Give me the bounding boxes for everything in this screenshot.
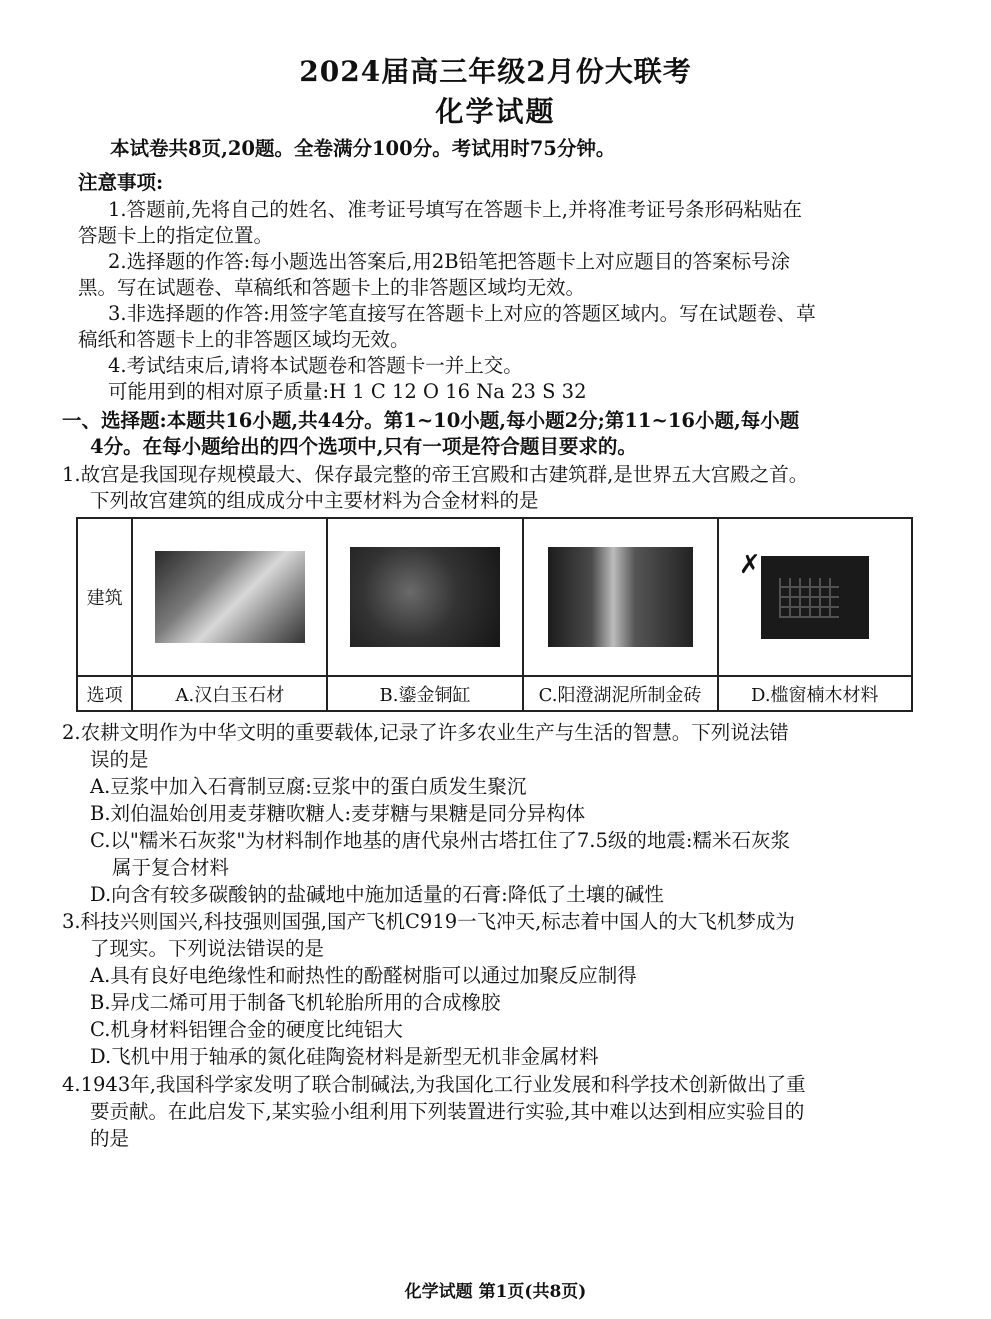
question-2-option: C.以"糯米石灰浆"为材料制作地基的唐代泉州古塔扛住了7.5级的地震:糯米石灰浆 [90, 829, 790, 852]
subject-title: 化学试题 [435, 95, 556, 128]
question-2-stem-cont: 误的是 [90, 748, 149, 771]
question-4-stem-cont: 的是 [90, 1127, 130, 1150]
option-b: B.鎏金铜缸 [327, 676, 522, 711]
notice-heading: 注意事项: [78, 171, 164, 194]
jade-stone-image [155, 551, 305, 643]
question-4-stem-cont: 要贡献。在此启发下,某实验小组利用下列装置进行实验,其中难以达到相应实验目的 [90, 1100, 805, 1123]
table-row-header: 选项 [77, 676, 132, 711]
question-1-table [76, 517, 913, 712]
notice-line: 2.选择题的作答:每小题选出答案后,用2B铅笔把答题卡上对应题目的答案标号涂 [108, 250, 791, 273]
notice-line: 答题卡上的指定位置。 [78, 224, 274, 247]
question-2-option: D.向含有较多碳酸钠的盐碱地中施加适量的石膏:降低了土壤的碱性 [90, 883, 664, 906]
notice-line: 1.答题前,先将自己的姓名、准考证号填写在答题卡上,并将准考证号条形码粘贴在 [108, 198, 803, 221]
question-2-option-cont: 属于复合材料 [112, 856, 230, 879]
notice-line: 稿纸和答题卡上的非答题区域均无效。 [78, 328, 410, 351]
question-1-stem: 1.故宫是我国现存规模最大、保存最完整的帝王宫殿和古建筑群,是世界五大宫殿之首。 [62, 463, 809, 486]
question-2-option: B.刘伯温始创用麦芽糖吹糖人:麦芽糖与果糖是同分异构体 [90, 802, 586, 825]
section-heading: 一、选择题:本题共16小题,共44分。第1~10小题,每小题2分;第11~16小题,每小题 [62, 409, 800, 432]
option-a: A.汉白玉石材 [132, 676, 327, 711]
question-3-stem-cont: 了现实。下列说法错误的是 [90, 937, 325, 960]
handwritten-check-mark: ✗ [738, 549, 761, 580]
table-row-header: 建筑 [77, 518, 132, 676]
gilded-bronze-vat-image [350, 547, 500, 647]
window-lattice [779, 578, 839, 618]
notice-line: 4.考试结束后,请将本试题卷和答题卡一并上交。 [108, 354, 523, 377]
option-d: D.槛窗楠木材料 [718, 676, 912, 711]
question-3-stem: 3.科技兴则国兴,科技强则国强,国产飞机C919一飞冲天,标志着中国人的大飞机梦成为 [62, 910, 795, 933]
golden-brick-image [548, 547, 693, 647]
page-footer: 化学试题 第1页(共8页) [404, 1282, 587, 1302]
question-2-stem: 2.农耕文明作为中华文明的重要载体,记录了许多农业生产与生活的智慧。下列说法错 [62, 721, 789, 744]
question-3-option: B.异戊二烯可用于制备飞机轮胎所用的合成橡胶 [90, 991, 501, 1014]
question-3-option: C.机身材料铝锂合金的硬度比纯铝大 [90, 1018, 403, 1041]
notice-line: 3.非选择题的作答:用签字笔直接写在答题卡上对应的答题区域内。写在试题卷、草 [108, 302, 816, 325]
wooden-window-image [738, 549, 869, 639]
exam-title: 2024届高三年级2月份大联考 [299, 55, 692, 88]
section-heading-cont: 4分。在每小题给出的四个选项中,只有一项是符合题目要求的。 [90, 435, 637, 458]
question-3-option: D.飞机中用于轴承的氮化硅陶瓷材料是新型无机非金属材料 [90, 1045, 599, 1068]
option-c: C.阳澄湖泥所制金砖 [523, 676, 718, 711]
question-1-stem-cont: 下列故宫建筑的组成成分中主要材料为合金材料的是 [90, 489, 539, 512]
exam-info: 本试卷共8页,20题。全卷满分100分。考试用时75分钟。 [110, 137, 616, 160]
question-4-stem: 4.1943年,我国科学家发明了联合制碱法,为我国化工行业发展和科学技术创新做出了重 [62, 1073, 806, 1096]
question-3-option: A.具有良好电绝缘性和耐热性的酚醛树脂可以通过加聚反应制得 [90, 964, 637, 987]
atomic-mass-line: 可能用到的相对原子质量:H 1 C 12 O 16 Na 23 S 32 [108, 380, 587, 403]
question-2-option: A.豆浆中加入石膏制豆腐:豆浆中的蛋白质发生聚沉 [90, 775, 527, 798]
notice-line: 黑。写在试题卷、草稿纸和答题卡上的非答题区域均无效。 [78, 276, 586, 299]
